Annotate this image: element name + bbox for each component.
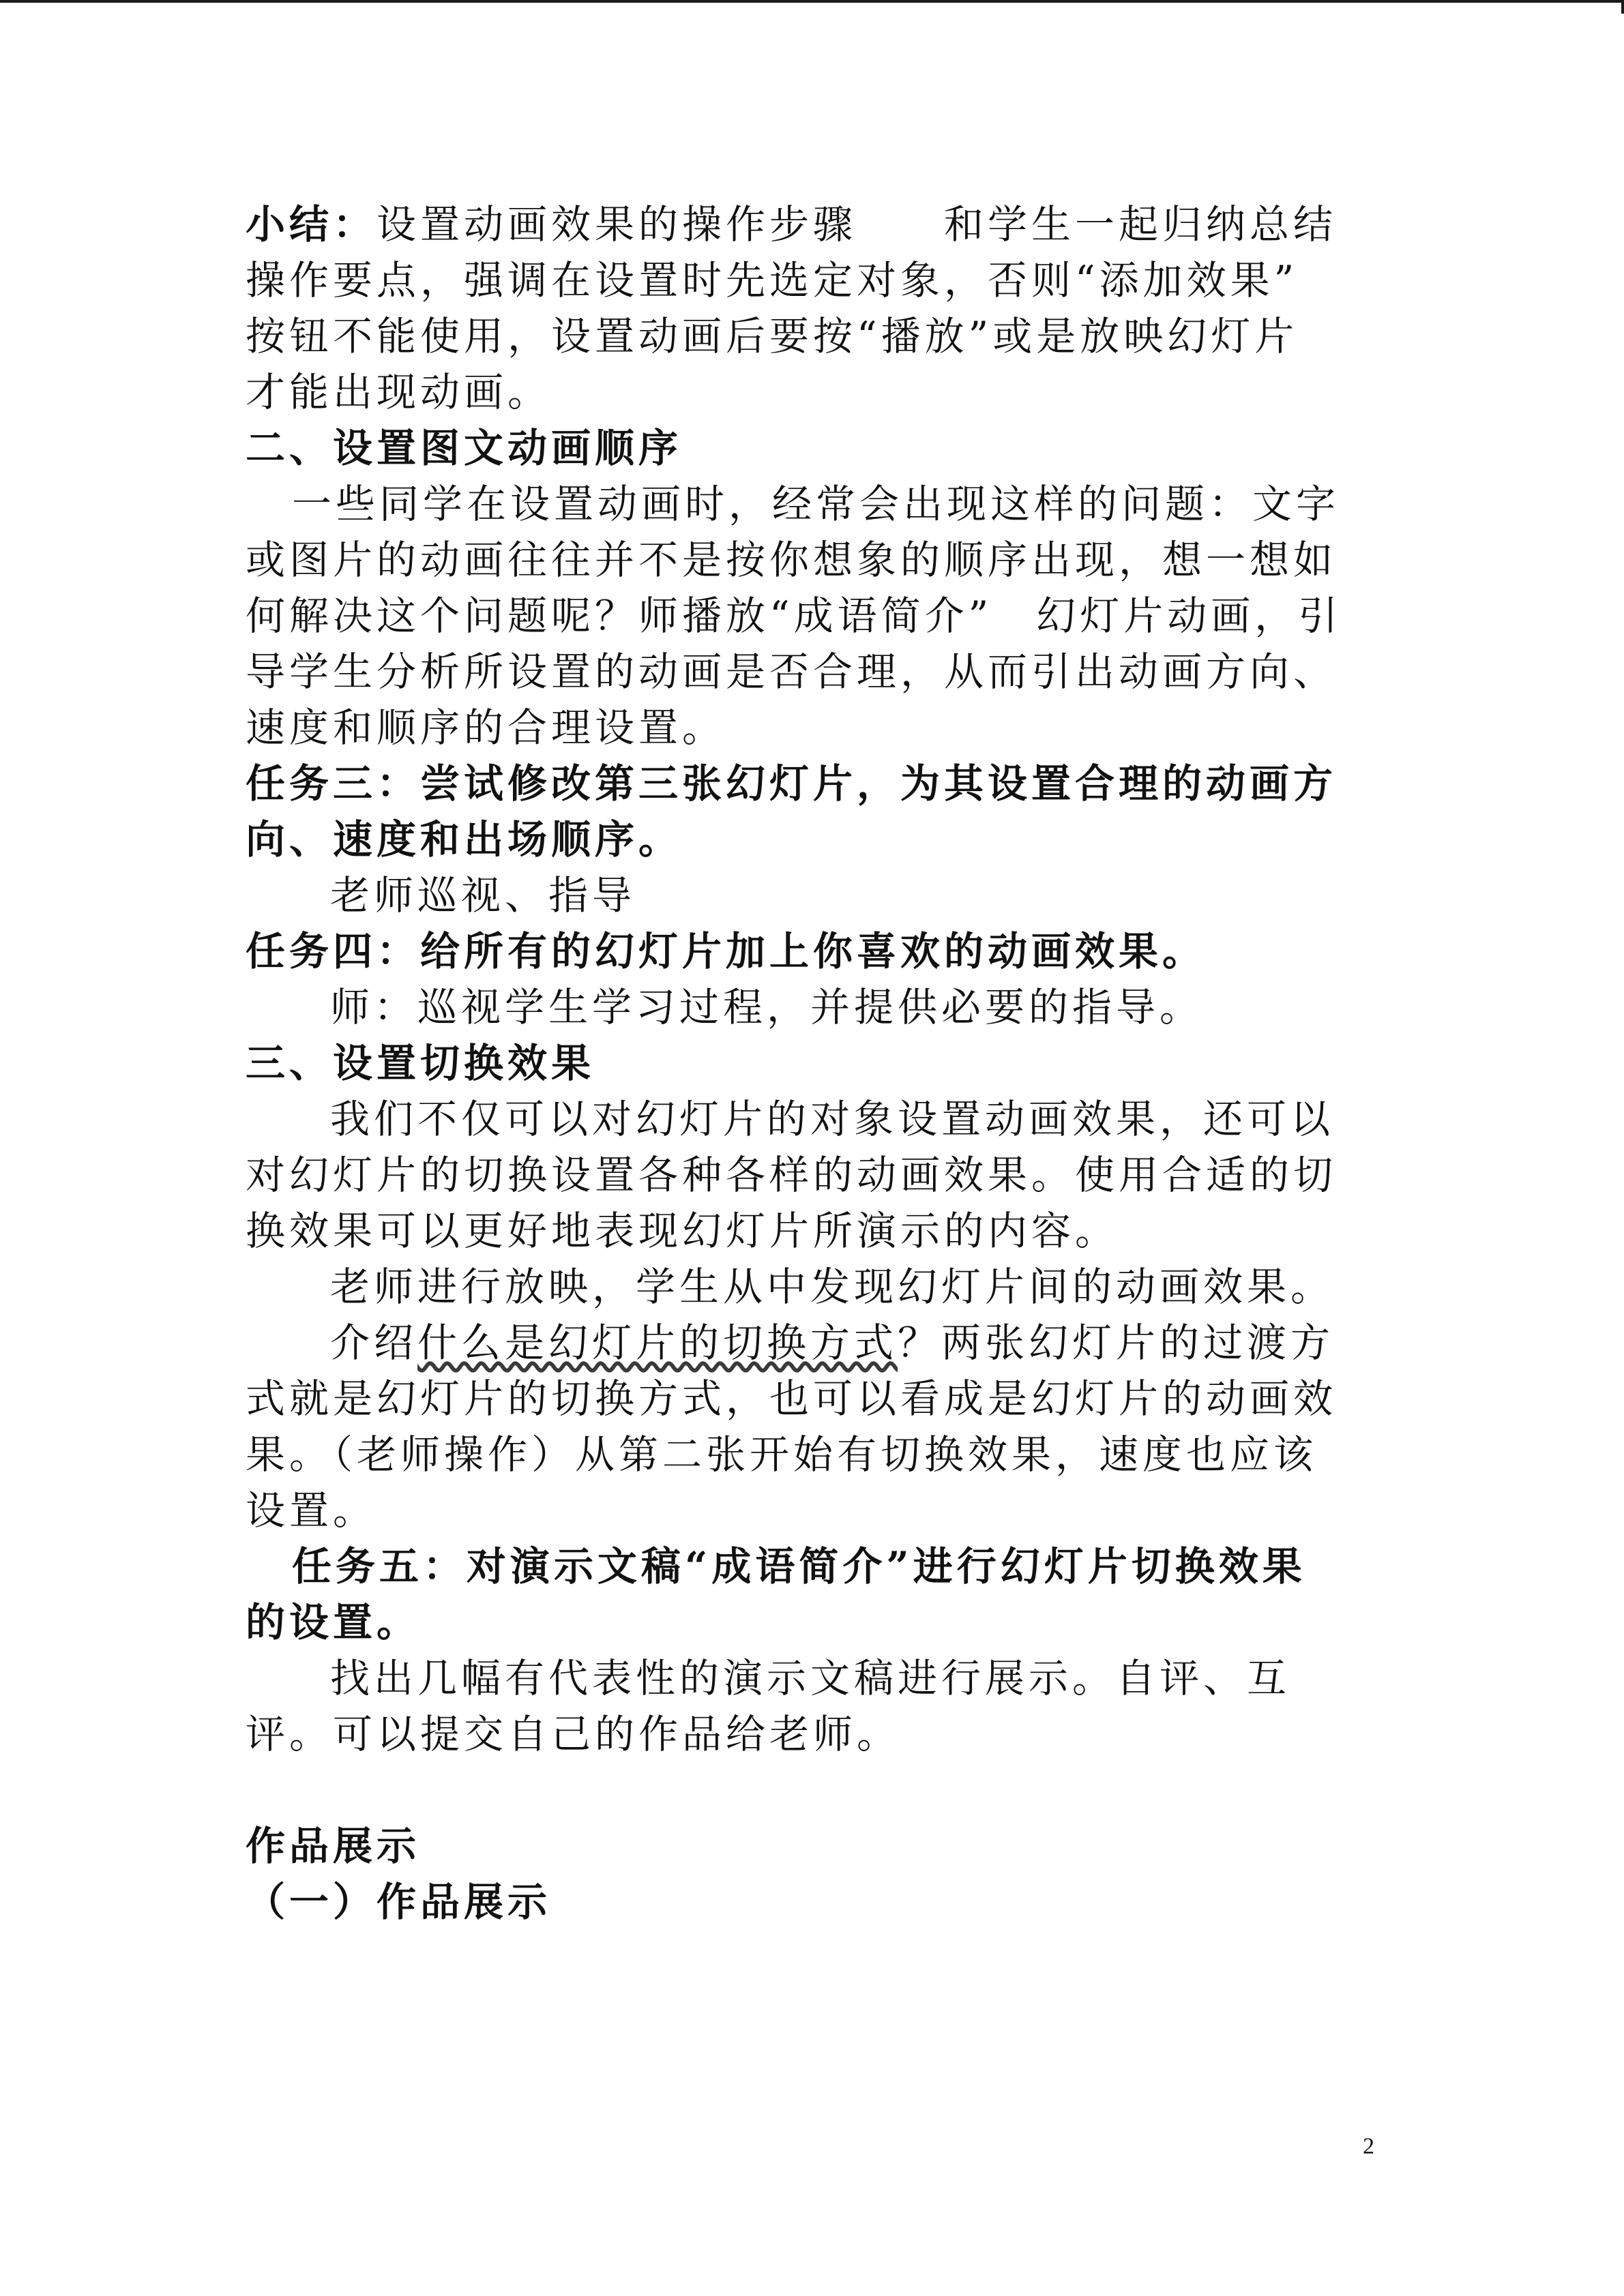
task-5-line-1: 任务五：对演示文稿“成语简介”进行幻灯片切换效果 [292, 1543, 1306, 1590]
summary-text: 设置动画效果的操作步骤 和学生一起归纳总结 [377, 201, 1338, 248]
section-3-paragraph-1-line-1: 我们不仅可以对幻灯片的对象设置动画效果，还可以 [330, 1096, 1335, 1142]
section-3-paragraph-3-line-1 [246, 1315, 1364, 1371]
corner-mark [1621, 0, 1624, 14]
task-5-paragraph-line-1: 找出几幅有代表性的演示文稿进行展示。自评、互 [330, 1655, 1291, 1701]
blank-line [246, 1762, 1364, 1818]
summary-line-1 [246, 196, 1364, 252]
section-3-paragraph-1-line-2: 对幻灯片的切换设置各种各样的动画效果。使用合适的切 [246, 1152, 1338, 1198]
showcase-subheading: （一）作品展示 [246, 1879, 552, 1925]
wavy-underlined-phrase: 什么是幻灯片的切换方式 [417, 1320, 898, 1366]
showcase-heading: 作品展示 [246, 1823, 421, 1869]
task-4-note: 师：巡视学生学习过程，并提供必要的指导。 [330, 984, 1204, 1030]
section-3-paragraph-3-line-3: 果。（老师操作）从第二张开始有切换效果，速度也应该 [246, 1431, 1318, 1478]
section-3-paragraph-1-line-3: 换效果可以更好地表现幻灯片所演示的内容。 [246, 1208, 1119, 1254]
section-2-paragraph-line-5: 速度和顺序的合理设置。 [246, 704, 726, 751]
section-3-intro-rest: ？两张幻灯片的过渡方 [898, 1320, 1335, 1366]
section-3-intro-word: 介绍 [330, 1320, 418, 1366]
summary-line-4: 才能出现动画。 [246, 369, 552, 415]
section-2-heading: 二、设置图文动画顺序 [246, 425, 683, 471]
document-body [246, 196, 1364, 1930]
task-4-line-1: 任务四：给所有的幻灯片加上你喜欢的动画效果。 [246, 928, 1207, 974]
section-3-paragraph-3-line-4: 设置。 [246, 1487, 377, 1534]
top-border-line [0, 0, 1624, 3]
task-5-line-2: 的设置。 [246, 1599, 421, 1645]
task-3-line-1: 任务三：尝试修改第三张幻灯片，为其设置合理的动画方 [246, 760, 1338, 807]
section-2-paragraph-line-3: 何解决这个问题呢？师播放“成语简介” 幻灯片动画，引 [246, 593, 1342, 639]
section-2-paragraph-line-2: 或图片的动画往往并不是按你想象的顺序出现，想一想如 [246, 537, 1338, 583]
task-3-line-2: 向、速度和出场顺序。 [246, 816, 683, 863]
summary-line-3: 按钮不能使用，设置动画后要按“播放”或是放映幻灯片 [246, 313, 1299, 359]
section-2-paragraph-line-4: 导学生分析所设置的动画是否合理，从而引出动画方向、 [246, 648, 1338, 695]
section-3-paragraph-3-line-2: 式就是幻灯片的切换方式，也可以看成是幻灯片的动画效 [246, 1375, 1338, 1422]
summary-label: 小结： [246, 201, 377, 248]
section-2-paragraph-line-1: 一些同学在设置动画时，经常会出现这样的问题：文字 [292, 481, 1340, 527]
task-3-note: 老师巡视、指导 [330, 872, 636, 919]
section-3-heading: 三、设置切换效果 [246, 1040, 595, 1086]
section-3-paragraph-2-line-1: 老师进行放映，学生从中发现幻灯片间的动画效果。 [330, 1264, 1335, 1310]
task-5-paragraph-line-2: 评。可以提交自己的作品给老师。 [246, 1711, 901, 1757]
summary-line-2: 操作要点，强调在设置时先选定对象，否则“添加效果” [246, 257, 1299, 303]
page-number: 2 [1363, 2134, 1374, 2159]
